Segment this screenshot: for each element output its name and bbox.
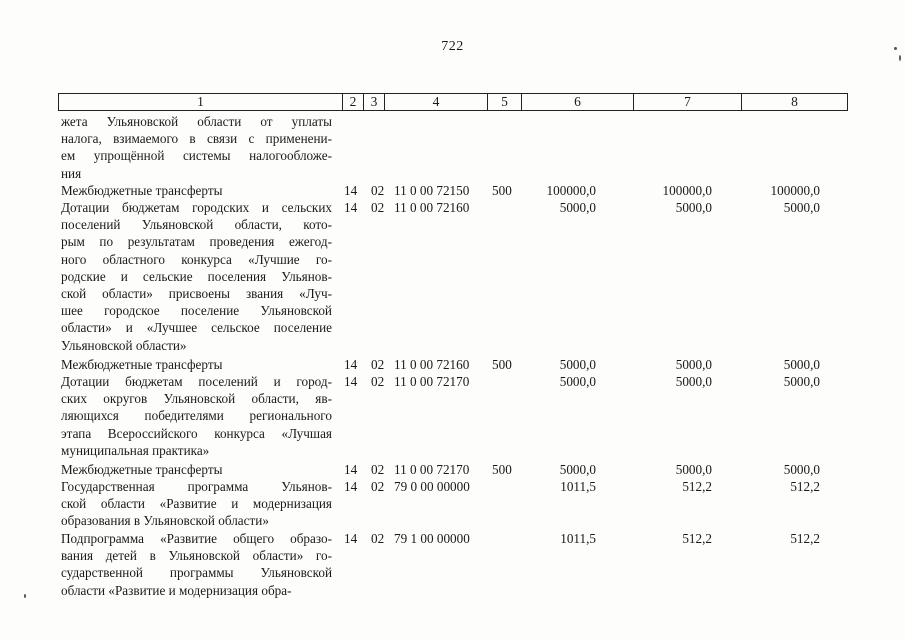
cell-c4: 11 0 00 72160 (394, 357, 470, 372)
cell-c8: 5000,0 (783, 374, 820, 389)
cell-c7: 5000,0 (675, 200, 712, 215)
cell-c2: 14 (344, 479, 358, 494)
cell-c3: 02 (371, 531, 385, 546)
row-description-line: ного областного конкурса «Лучшие го- (61, 251, 332, 267)
header-col-7: 7 (633, 94, 741, 110)
row-description-line: Межбюджетные трансферты (61, 357, 223, 372)
cell-c2: 14 (344, 357, 358, 372)
cell-c6: 100000,0 (546, 183, 596, 198)
cell-c4: 79 0 00 00000 (394, 479, 470, 494)
cell-c4: 11 0 00 72150 (394, 183, 470, 198)
row-description-line: ской области «Развитие и модернизация (61, 496, 332, 512)
cell-c7: 100000,0 (662, 183, 712, 198)
cell-c3: 02 (371, 183, 385, 198)
row-description-line: жета Ульяновской области от уплаты (61, 114, 332, 129)
row-description (61, 182, 332, 199)
cell-c2: 14 (344, 200, 358, 215)
cell-c6: 1011,5 (560, 531, 596, 546)
cell-c3: 02 (371, 200, 385, 215)
row-description-line: Дотации бюджетам поселений и город- (61, 374, 332, 389)
row-description-line: области» и «Лучшее сельское поселение (61, 320, 332, 336)
row-description-line: поселений Ульяновской области, кото- (61, 217, 332, 233)
cell-c8: 100000,0 (770, 183, 820, 198)
cell-c7: 5000,0 (675, 462, 712, 477)
cell-c7: 512,2 (682, 531, 712, 546)
row-description-line: вания детей в Ульяновской области» го- (61, 548, 332, 564)
header-col-4: 4 (384, 94, 487, 110)
cell-c3: 02 (371, 462, 385, 477)
row-description-line: Ульяновской области» (61, 337, 187, 353)
row-description (61, 478, 332, 530)
row-description-line: сударственной программы Ульяновской (61, 565, 332, 581)
cell-c6: 5000,0 (559, 462, 596, 477)
cell-c4: 11 0 00 72160 (394, 200, 470, 215)
cell-c8: 5000,0 (783, 357, 820, 372)
row-description-line: ем упрощённой системы налогообложе- (61, 148, 332, 164)
cell-c8: 5000,0 (783, 200, 820, 215)
cell-c8: 5000,0 (783, 462, 820, 477)
row-description (61, 199, 332, 354)
page-number: 722 (441, 39, 464, 54)
cell-c2: 14 (344, 183, 358, 198)
cell-c5: 500 (492, 462, 512, 477)
row-description-line: Подпрограмма «Развитие общего образо- (61, 531, 332, 546)
row-description (61, 461, 332, 478)
cell-c7: 5000,0 (675, 374, 712, 389)
header-col-3: 3 (363, 94, 384, 110)
row-description-line: ских округов Ульяновской области, яв- (61, 391, 332, 407)
row-description-line: ния (61, 165, 82, 181)
cell-c2: 14 (344, 374, 358, 389)
row-description-line: налога, взимаемого в связи с применени- (61, 131, 332, 147)
table-header-row (58, 93, 848, 111)
cell-c5: 500 (492, 183, 512, 198)
cell-c6: 5000,0 (559, 357, 596, 372)
header-col-2: 2 (342, 94, 363, 110)
row-description-line: родские и сельские поселения Ульянов- (61, 268, 332, 284)
row-description-line: Межбюджетные трансферты (61, 462, 223, 477)
cell-c6: 1011,5 (560, 479, 596, 494)
cell-c2: 14 (344, 531, 358, 546)
cell-c5: 500 (492, 357, 512, 372)
row-description (61, 530, 332, 599)
row-description-line: муниципальная практика» (61, 442, 210, 458)
cell-c8: 512,2 (790, 479, 820, 494)
scan-speck (899, 55, 901, 61)
scan-speck (894, 47, 897, 50)
row-description-line: Дотации бюджетам городских и сельских (61, 200, 332, 215)
scan-speck (24, 594, 26, 598)
row-description-line: рым по результатам проведения ежегод- (61, 234, 332, 250)
row-description (61, 373, 332, 459)
cell-c4: 11 0 00 72170 (394, 462, 470, 477)
row-description-line: ской области» присвоены звания «Луч- (61, 286, 332, 302)
row-description-line: образования в Ульяновской области» (61, 513, 269, 529)
cell-c3: 02 (371, 479, 385, 494)
row-description-line: ляющихся победителями регионального (61, 408, 332, 424)
header-col-5: 5 (487, 94, 521, 110)
cell-c4: 79 1 00 00000 (394, 531, 470, 546)
cell-c8: 512,2 (790, 531, 820, 546)
cell-c7: 512,2 (682, 479, 712, 494)
row-description-line: Государственная программа Ульянов- (61, 479, 332, 494)
header-col-6: 6 (521, 94, 633, 110)
header-col-8: 8 (741, 94, 847, 110)
cell-c3: 02 (371, 374, 385, 389)
cell-c6: 5000,0 (559, 374, 596, 389)
row-description-line: этапа Всероссийского конкурса «Лучшая (61, 425, 332, 441)
row-description-line: шее городское поселение Ульяновской (61, 303, 332, 319)
cell-c2: 14 (344, 462, 358, 477)
row-description-line: Межбюджетные трансферты (61, 183, 223, 198)
row-description (61, 113, 332, 182)
header-col-1: 1 (197, 94, 204, 109)
cell-c4: 11 0 00 72170 (394, 374, 470, 389)
row-description (61, 356, 332, 373)
cell-c3: 02 (371, 357, 385, 372)
cell-c7: 5000,0 (675, 357, 712, 372)
cell-c6: 5000,0 (559, 200, 596, 215)
row-description-line: области «Развитие и модернизация обра- (61, 582, 292, 598)
